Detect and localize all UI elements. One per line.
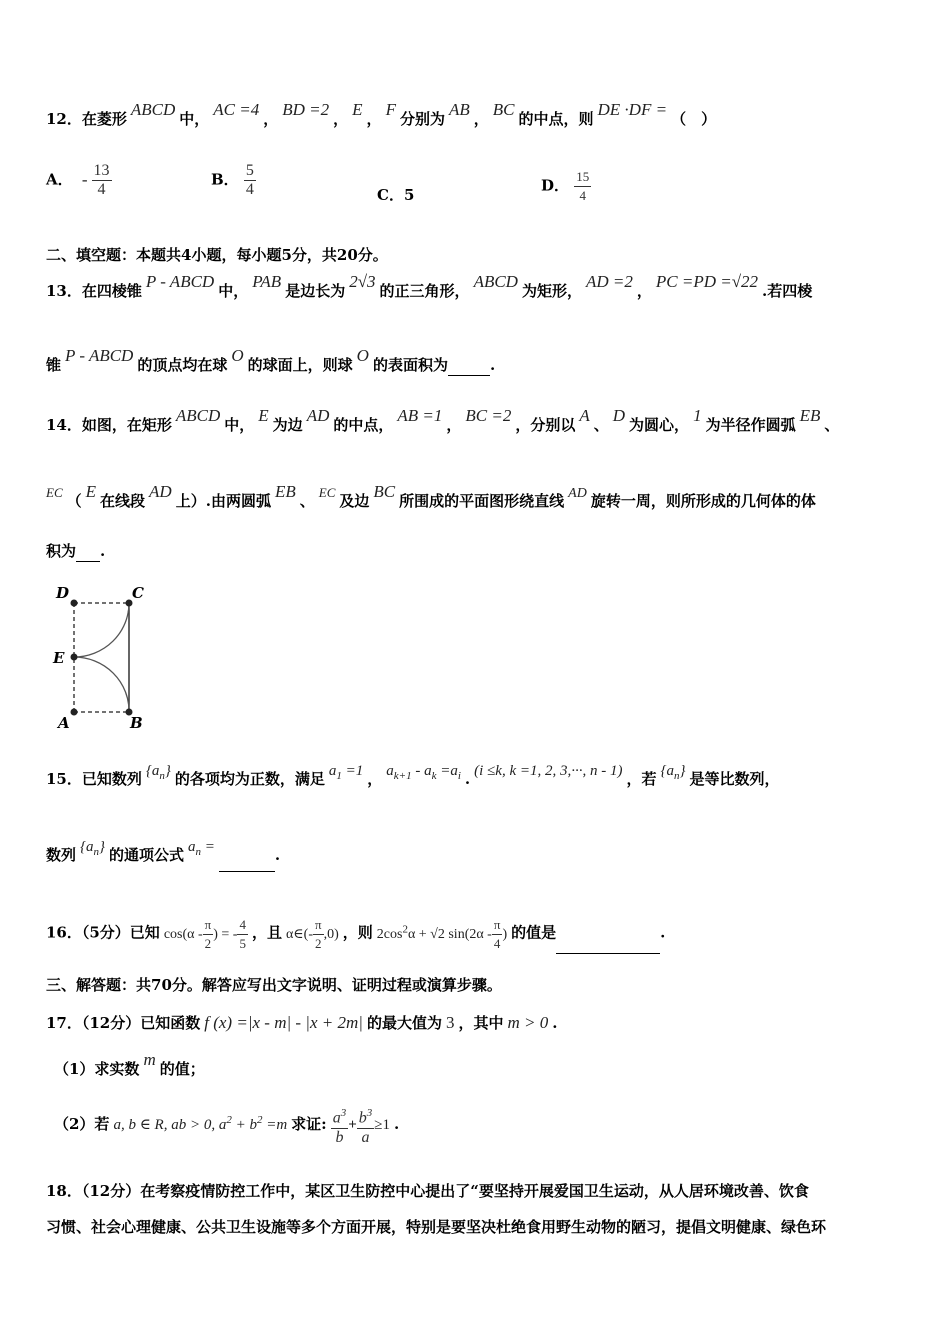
q17-part-2: （2）若 a, b ∈ R, ab > 0, $a^2 + b^2 =m$ 求证: $\frac{a^3}{b}$ + $\frac{b^3}{a}$ ≥1 .: [54, 1100, 399, 1147]
q15-line-2: 数列 $\{a_n\}$ 的通项公式 $a_n$ = .: [46, 844, 280, 872]
q17-stem: 17．（12分）已知函数 f (x) =|x - m| - |x + 2m| 的最大值为 3 ，其中 m > 0 .: [46, 1013, 558, 1032]
q12-option-b[interactable]: B． $\frac{5}{4}$: [211, 162, 254, 198]
fraction: $\frac{5}{4}$: [245, 162, 254, 198]
q18-line-2: 习惯、社会心理健康、公共卫生设施等多个方面开展，特别是要坚决杜绝食用野生动物的陋习，提倡文明健康、绿色环: [46, 1218, 827, 1236]
q14-line-3: 积为 .: [46, 542, 106, 560]
fraction: $\frac{13}{4}$: [93, 162, 110, 198]
q14-line-2: EC （ E 在线段 AD 上）.由两圆弧 EB 、 EC 及边 BC 所围成的平面图形绕直线 AD 旋转一周，则所形成的几何体的体: [46, 482, 816, 510]
fraction: $\frac{15}{4}$: [576, 169, 590, 203]
arc-eb: [74, 657, 129, 712]
q16-answer-blank[interactable]: [556, 953, 660, 954]
q16-line: 16．（5分）已知 cos(α - $\frac{\pi}{2}$ ) = - $\frac{4}{5}$ ，且 α∈(- $\frac{\pi}{2}$ ,0) ，则 $2\cos^2\alpha + √2$ sin(2α - $\frac{\pi}{4}$ ) 的值是 .: [46, 910, 665, 954]
q12-option-a[interactable]: A． - $\frac{13}{4}$: [46, 162, 110, 198]
q14-line-1: 14．如图，在矩形 ABCD 中， E 为边 AD 的中点， AB =1 ， BC =2 ，分别以 A 、 D 为圆心， 1 为半径作圆弧 EB 、: [46, 406, 840, 434]
label-d: D: [56, 584, 70, 602]
q15-line-1: 15．已知数列 $\{a_n\}$ 的各项均为正数，满足 $a_1 =1$ ， $a_{k+1} - a_k =a_i$ . (i ≤k, k =1, 2, 3,···, n - 1) ，若 $\{a_n\}$ 是等比数列，: [46, 763, 780, 788]
point-a: [71, 709, 78, 716]
q13-answer-blank[interactable]: [448, 375, 490, 376]
q12-option-c[interactable]: C．5: [377, 186, 415, 204]
label-a: A: [58, 714, 70, 730]
q12-option-d[interactable]: D． $\frac{15}{4}$: [541, 169, 590, 203]
q14-figure: [50, 580, 150, 730]
q15-answer-blank[interactable]: [219, 871, 275, 872]
point-d: [71, 600, 78, 607]
q12-stem: 12．在菱形 ABCD 中， AC =4 ， BD =2 ， E ， F 分别为 AB ， BC 的中点，则 DE ·DF = （ ）: [46, 100, 717, 128]
q14-answer-blank[interactable]: [76, 561, 100, 562]
section-3-heading: 三、解答题：共70分。解答应写出文字说明、证明过程或演算步骤。: [46, 976, 502, 994]
q13-line-2: 锥 P - ABCD 的顶点均在球 O 的球面上，则球 O 的表面积为 .: [46, 346, 496, 374]
label-e: E: [53, 649, 65, 667]
q18-line-1: 18．（12分）在考察疫情防控工作中，某区卫生防控中心提出了“要坚持开展爱国卫生运动，从人居环境改善、饮食: [46, 1182, 809, 1200]
section-2-heading: 二、填空题：本题共4小题，每小题5分，共20分。: [46, 246, 388, 264]
label-b: B: [130, 714, 143, 730]
q13-line-1: 13．在四棱锥 P - ABCD 中， PAB 是边长为 2√3 的正三角形， ABCD 为矩形， AD =2 ， PC =PD =√22 .若四棱: [46, 272, 813, 300]
label-c: C: [132, 584, 144, 602]
q17-part-1: （1）求实数 m 的值；: [54, 1050, 205, 1078]
arc-ec: [74, 603, 129, 657]
point-e: [71, 654, 78, 661]
